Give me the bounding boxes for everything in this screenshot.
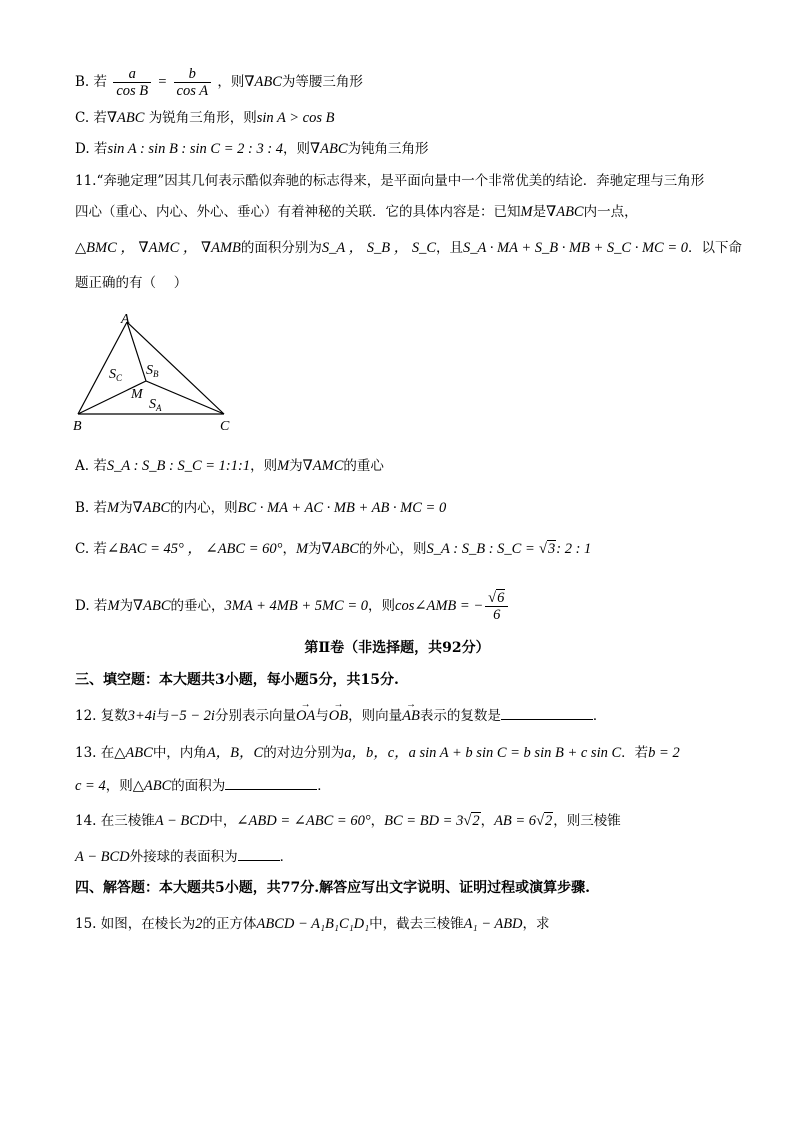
angle-conditions: ∠BAC = 45° ， ∠ABC = 60° <box>106 541 283 557</box>
vector-oa: → OA <box>296 706 315 726</box>
text: 与 <box>315 708 329 724</box>
sqrt-expression: √2 <box>463 813 480 829</box>
denominator: cos A <box>176 83 209 99</box>
text: 是 <box>532 204 547 220</box>
cube-name: ABCD − A₁B₁C₁D₁ <box>256 916 370 932</box>
option-label: A. 若 <box>75 458 107 474</box>
denominator: 6 <box>493 607 501 623</box>
pyramid-name: A − BCD <box>154 813 210 829</box>
text: 的垂心， <box>170 598 225 614</box>
text: 为锐角三角形，则 <box>144 110 257 126</box>
number: 2 <box>195 916 203 932</box>
text: ，则 <box>368 598 396 614</box>
text: 中，内角 <box>152 745 207 761</box>
text: 中， <box>209 813 237 829</box>
complex-number: 3+4i <box>127 708 157 724</box>
radicand: 2 <box>545 813 553 829</box>
triangle-name: ∇ABC <box>546 204 584 220</box>
text: 12. 复数 <box>75 708 128 724</box>
part-2-title: 第Ⅱ卷（非选择题，共92分） <box>304 640 490 656</box>
text: 为 <box>119 598 134 614</box>
vector-ab: → AB <box>402 706 420 726</box>
q10-option-c <box>75 108 334 128</box>
text: ． <box>317 778 331 794</box>
q14-line-1 <box>75 811 621 831</box>
math-expression: c = 4 <box>75 778 106 794</box>
q11-option-d <box>75 590 510 623</box>
text: 的内心，则 <box>170 500 238 516</box>
vertex-a-label: A <box>121 312 130 327</box>
point-name: M <box>107 500 120 516</box>
math-expression: b = 2 <box>648 745 680 761</box>
q11-stem-line-3 <box>75 238 742 258</box>
text: 的面积为 <box>171 778 226 794</box>
vertex-c-label: C <box>220 419 230 434</box>
text: 中，截去三棱锥 <box>369 916 464 932</box>
text: ， <box>282 541 296 557</box>
area-sa-label: $S_A$ <box>149 397 162 413</box>
triangle-names: △BMC ， ∇AMC ， ∇AMB <box>75 240 241 256</box>
option-label: C. 若 <box>75 110 107 126</box>
text: 的面积分别为 <box>240 240 322 256</box>
q11-option-c <box>75 539 591 559</box>
q14-line-2 <box>75 846 293 867</box>
q13-line-1 <box>75 743 680 763</box>
triangle-name: ∇ABC <box>310 141 348 157</box>
point-m-label: M <box>131 387 143 402</box>
text: 为 <box>308 541 322 557</box>
angle-conditions: ∠ABD = ∠ABC = 60° <box>236 813 371 829</box>
edge-ab <box>78 322 127 414</box>
radicand: 2 <box>472 813 480 829</box>
text: 为 <box>289 458 303 474</box>
angle-names: A，B，C <box>206 745 264 761</box>
denominator: cos B <box>116 83 149 99</box>
option-label: D. 若 <box>75 598 108 614</box>
text: ，且 <box>436 240 464 256</box>
answer-blank[interactable] <box>238 846 280 861</box>
q15 <box>75 914 550 934</box>
q10-option-d <box>75 139 429 159</box>
triangle-figure <box>70 308 240 434</box>
area-sb-label: $S_B$ <box>146 363 159 379</box>
q13-line-2 <box>75 775 331 796</box>
fraction <box>174 66 212 99</box>
section-3-heading: 三、填空题：本大题共3小题，每小题5分，共15分. <box>75 672 399 688</box>
q10-option-b <box>75 66 363 99</box>
triangle-name: ∇ABC <box>132 500 171 516</box>
pyramid-name: A − BCD <box>75 849 130 865</box>
radicand: 6 <box>497 590 505 606</box>
point-name: M <box>277 458 290 474</box>
text: ．若 <box>621 745 649 761</box>
vector-equation: 3MA + 4MB + 5MC = 0 <box>224 598 369 614</box>
text: 14. 在三棱锥 <box>75 813 155 829</box>
answer-blank[interactable] <box>501 705 593 720</box>
text: ，则 <box>217 74 245 90</box>
math-equation: a sin A + b sin C = b sin B + c sin C <box>408 745 622 761</box>
q11-option-a <box>75 456 384 476</box>
text: ， <box>480 813 495 829</box>
text: ． <box>279 849 294 865</box>
text: 的重心 <box>343 458 384 474</box>
sqrt-expression: √2 <box>536 813 553 829</box>
text: 13. 在 <box>75 745 115 761</box>
text: ， <box>370 813 385 829</box>
area-sc-label: $S_C$ <box>109 367 123 383</box>
text: 的正方体 <box>202 916 257 932</box>
triangle-name: ∇ABC <box>133 598 171 614</box>
numerator: √6 <box>485 590 508 607</box>
area-names: S_A ， S_B ， S_C <box>321 240 437 256</box>
option-label: D. 若 <box>75 141 108 157</box>
triangle-name: △ABC <box>132 778 172 794</box>
fraction <box>485 590 508 623</box>
text: 的外心，则 <box>359 541 427 557</box>
math-expression: sin A > cos B <box>256 110 335 126</box>
pyramid-name: A₁ − ABD <box>463 916 523 932</box>
q11-option-b <box>75 498 446 518</box>
text: 15. 如图，在棱长为 <box>75 916 196 932</box>
vector-equation: BC · MA + AC · MB + AB · MC = 0 <box>237 500 447 516</box>
q11-stem-line-4: 题正确的有（ ） <box>75 275 188 291</box>
option-label: B. 若 <box>75 74 108 90</box>
equals-sign: = <box>157 74 168 90</box>
triangle-name: ∇ABC <box>106 110 145 126</box>
option-label: C. 若 <box>75 541 107 557</box>
text: ，则 <box>250 458 278 474</box>
numerator: b <box>174 66 212 83</box>
radicand: 3 <box>548 541 556 557</box>
triangle-name: ∇ABC <box>321 541 360 557</box>
math-expression: : 2 : 1 <box>556 541 592 557</box>
math-expression: BC = BD = 3 <box>384 813 464 829</box>
numerator: a <box>113 66 151 83</box>
text: 分别表示向量 <box>214 708 296 724</box>
text: ． <box>592 708 607 724</box>
q11-stem-line-1: 11.“奔驰定理”因其几何表示酷似奔驰的标志得来，是平面向量中一个非常优美的结论．奔驰定理与三角形 <box>75 173 705 189</box>
triangle-name: △ABC <box>114 745 153 761</box>
side-names: a，b，c， <box>344 745 409 761</box>
text: 的对边分别为 <box>263 745 345 761</box>
triangle-name: ∇AMC <box>302 458 344 474</box>
point-name: M <box>107 598 120 614</box>
math-expression: S_A : S_B : S_C = 1:1:1 <box>106 458 251 474</box>
text: ，则三棱锥 <box>553 813 621 829</box>
math-expression: S_A : S_B : S_C = <box>426 541 535 557</box>
vector-ob: → OB <box>329 706 348 726</box>
text: 与 <box>156 708 170 724</box>
vertex-b-label: B <box>73 419 82 434</box>
text: ，则向量 <box>348 708 403 724</box>
math-expression: cos∠AMB = − <box>395 598 484 614</box>
math-expression: AB = 6 <box>494 813 537 829</box>
text: ，求 <box>522 916 550 932</box>
math-expression: sin A : sin B : sin C = 2 : 3 : 4 <box>107 141 284 157</box>
complex-number: −5 − 2i <box>169 708 215 724</box>
text: ，则 <box>283 141 311 157</box>
text: 表示的复数是 <box>419 708 501 724</box>
text: ．以下命 <box>688 240 743 256</box>
section-4-heading: 四、解答题：本大题共5小题，共77分.解答应写出文字说明、证明过程或演算步骤. <box>75 880 590 896</box>
text: 内一点， <box>583 204 638 220</box>
option-label: B. 若 <box>75 500 108 516</box>
point-name: M <box>520 204 533 220</box>
text: ，则 <box>105 778 133 794</box>
text: 外接球的表面积为 <box>129 849 238 865</box>
vector-equation: S_A · MA + S_B · MB + S_C · MC = 0 <box>463 240 689 256</box>
q11-stem-line-2 <box>75 202 638 222</box>
fraction <box>113 66 151 99</box>
q12 <box>75 705 606 726</box>
text: 为等腰三角形 <box>281 74 363 90</box>
point-name: M <box>295 541 309 557</box>
answer-blank[interactable] <box>225 775 317 790</box>
sqrt-expression: √3 <box>539 541 556 557</box>
triangle-name: ∇ABC <box>244 74 282 90</box>
text: 为钝角三角形 <box>347 141 429 157</box>
text: 为 <box>119 500 133 516</box>
text: 四心（重心、内心、外心、垂心）有着神秘的关联．它的具体内容是：已知 <box>75 204 521 220</box>
